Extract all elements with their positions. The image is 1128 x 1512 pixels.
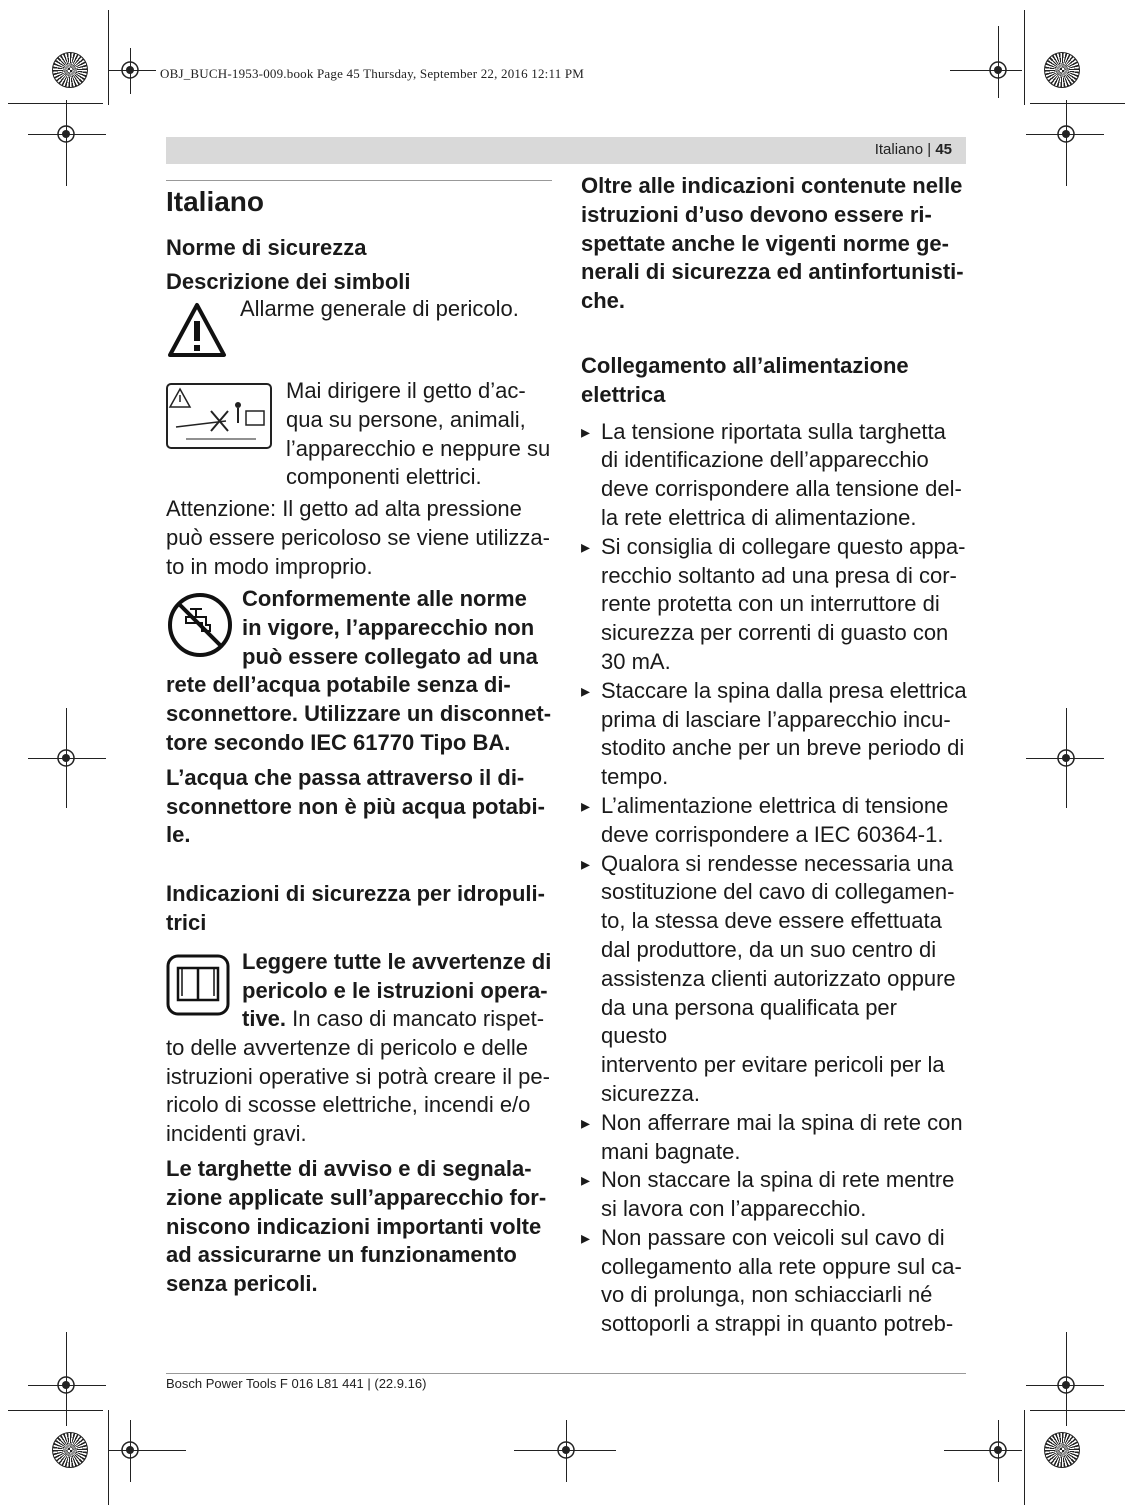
conforme-text-b: rete dell’acqua potabile senza di- sconnettore. Utilizzare un disconnet- tore secondo IEC 61770 Tipo BA. [166,672,552,755]
conforme-text-a: Conformemente alle norme in vigore, l’apparecchio non può essere collegato ad una [242,586,538,669]
header-band [166,137,966,164]
page-number: 45 [935,141,952,158]
book-info-line: OBJ_BUCH-1953-009.book Page 45 Thursday, September 22, 2016 12:11 PM [160,66,585,81]
attenzione-text: Attenzione: Il getto ad alta pressione può essere pericoloso se viene utilizza- to in modo improprio. [166,496,550,579]
heading-idropulitrici: Indicazioni di sicurezza per idropuli- trici [166,881,545,935]
symbol-row-getto [166,377,552,493]
registration-mark-icon [1055,123,1077,145]
color-rosette-icon [1044,1432,1080,1468]
color-rosette-icon [52,1432,88,1468]
registration-mark-icon [119,59,141,81]
footer-rule [166,1373,966,1374]
registration-mark-icon [1055,747,1077,769]
registration-mark-icon [987,59,1009,81]
symbol-getto-text: Mai dirigere il getto d’ac- qua su persone, animali, l’apparecchio e neppure su componenti elettrici. [286,378,551,490]
list-item: ▸ Staccare la spina dalla presa elettrica prima di lasciare l’apparecchio incu- stodito anche per un breve periodo di tempo. [581,677,967,792]
registration-mark-icon [119,1439,141,1461]
list-item: ▸ Si consiglia di collegare questo appa- recchio soltanto ad una presa di cor- rente protetta con un interruttore di sicurezza per correnti di guasto con 30 mA. [581,533,967,677]
symbol-row-allarme [166,296,552,365]
registration-mark-icon [55,1374,77,1396]
warning-triangle-icon [166,301,228,359]
list-item: ▸ Non afferrare mai la spina di rete con mani bagnate. [581,1109,967,1167]
registration-mark-icon [1055,1374,1077,1396]
no-spray-on-people-icon [166,383,272,449]
symbol-row-leggere [166,948,552,1034]
symbol-row-conforme [166,585,552,671]
list-item: ▸ La tensione riportata sulla targhetta di identificazione dell’apparecchio deve corrispondere alla tensione del- la rete elettrica di alimentazione. [581,418,967,533]
color-rosette-icon [1044,52,1080,88]
no-drinking-water-connection-icon [166,591,234,659]
intro-text: Oltre alle indicazioni contenute nelle istruzioni d’uso devono essere ri- spettate anche le vigenti norme ge- nerali di sicurezza ed antinfortunisti- che. [581,173,964,314]
leggere-rest: In caso di mancato rispet- [286,1006,545,1032]
running-head: Italiano | 45 [874,141,952,158]
leggere-continuation: to delle avvertenze di pericolo e delle istruzioni operative si potrà creare il pe- ricolo di scosse elettriche, incendi e/o incidenti gravi. [166,1034,550,1147]
list-item: ▸ Qualora si rendesse necessaria una sostituzione del cavo di collegamen- to, la stessa deve essere effettuata dal produttore, da un suo centro di assistenza clienti autorizzato oppure da una persona qualificata per questo intervento per evitare pericoli per la sicurezza. [581,850,967,1109]
running-head-language: Italiano [874,141,924,158]
read-manual-icon [166,954,230,1016]
heading-norme: Norme di sicurezza [166,235,367,260]
list-item: ▸ Non staccare la spina di rete mentre si lavora con l’apparecchio. [581,1166,967,1224]
list-item: ▸ Non passare con veicoli sul cavo di collegamento alla rete oppure sul ca- vo di prolunga, non schiacciarli né sottoporli a strappi in quanto potreb- [581,1224,967,1339]
leggere-text [242,948,551,1034]
color-rosette-icon [52,52,88,88]
registration-mark-icon [987,1439,1009,1461]
heading-collegamento: Collegamento all’alimentazione elettrica [581,352,909,407]
bullet-list [581,418,967,1340]
registration-mark-icon [55,123,77,145]
page-title: Italiano [166,186,265,217]
registration-mark-icon [555,1439,577,1461]
footer-text: Bosch Power Tools F 016 L81 441 | (22.9.16) [166,1376,427,1391]
heading-simboli: Descrizione dei simboli [166,269,411,294]
left-column [166,180,552,1299]
acqua-text: L’acqua che passa attraverso il di- sconnettore non è più acqua potabi- le. [166,764,545,848]
registration-mark-icon [55,747,77,769]
targhette-text: Le targhette di avviso e di segnala- zione applicate sull’apparecchio for- niscono indicazioni importanti volte ad assicurarne un funzionamento senza pericoli. [166,1155,547,1297]
leggere-bold: Leggere tutte le avvertenze di pericolo e le istruzioni opera- tive. [242,948,552,1032]
right-column [581,172,967,1339]
list-item: ▸ L’alimentazione elettrica di tensione deve corrispondere a IEC 60364-1. [581,792,967,850]
symbol-allarme-text: Allarme generale di pericolo. [240,296,519,321]
